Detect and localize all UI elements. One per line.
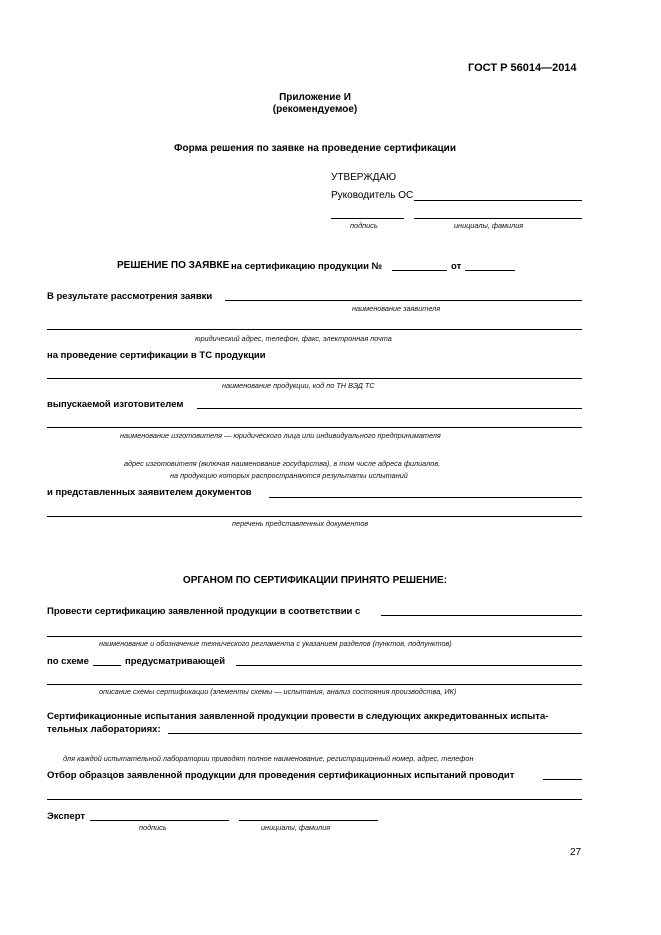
expert-signature-caption: подпись — [139, 823, 167, 832]
scheme-line-2 — [47, 684, 582, 685]
product-line — [47, 378, 582, 379]
product-caption: наименование продукции, код по ТН ВЭД ТС — [222, 381, 375, 390]
decision-date-line — [465, 270, 515, 271]
head-name-line — [414, 200, 582, 201]
certification-label: на проведение сертификации в ТС продукции — [47, 350, 266, 361]
initials-caption: инициалы, фамилия — [454, 221, 524, 230]
expert-initials-line — [239, 820, 378, 821]
tests-line-1: Сертификационные испытания заявленной продукции провести в следующих аккредитованных испыта- — [47, 711, 549, 722]
manufacturer-address-caption-1: адрес изготовителя (включая наименование государства), в том числе адреса филиалов, — [124, 459, 441, 468]
manufacturer-label: выпускаемой изготовителем — [47, 399, 184, 410]
signature-line — [331, 218, 404, 219]
signature-caption: подпись — [350, 221, 378, 230]
form-title: Форма решения по заявке на проведение сертификации — [174, 143, 456, 154]
labs-caption: для каждой испытательной лаборатории приводят полное наименование, регистрационный номер, адрес, телефон — [63, 754, 474, 763]
review-label: В результате рассмотрения заявки — [47, 291, 213, 302]
regulation-line-2 — [47, 636, 582, 637]
labs-line — [168, 733, 582, 734]
appendix-subtitle: (рекомендуемое) — [272, 104, 358, 115]
documents-line — [269, 497, 582, 498]
sampling-line-2 — [47, 799, 582, 800]
scheme-prefix: по схеме — [47, 656, 89, 667]
expert-initials-caption: инициалы, фамилия — [261, 823, 331, 832]
conduct-label: Провести сертификацию заявленной продукции в соответствии с — [47, 606, 361, 617]
manufacturer-line — [197, 408, 582, 409]
head-label: Руководитель ОС — [331, 190, 414, 201]
decision-title-from: от — [451, 261, 462, 272]
applicant-caption: наименование заявителя — [352, 304, 441, 313]
tests-line-2: тельных лабораториях: — [47, 724, 161, 735]
decision-title-prefix: РЕШЕНИЕ ПО ЗАЯВКЕ — [117, 260, 230, 271]
manufacturer-caption: наименование изготовителя — юридического лица или индивидуального предпринимателя — [120, 431, 441, 440]
expert-label: Эксперт — [47, 811, 86, 822]
standard-number: ГОСТ Р 56014—2014 — [468, 62, 577, 74]
initials-line — [414, 218, 582, 219]
applicant-address-line — [47, 329, 582, 330]
decision-number-line — [392, 270, 447, 271]
sampling-line — [543, 779, 582, 780]
regulation-line — [381, 615, 582, 616]
approve-label: УТВЕРЖДАЮ — [331, 172, 397, 183]
scheme-suffix: предусматривающей — [125, 656, 226, 667]
decision-title-middle: на сертификацию продукции № — [231, 261, 383, 272]
documents-line-2 — [47, 516, 582, 517]
scheme-number-line — [93, 665, 121, 666]
sampling-label: Отбор образцов заявленной продукции для проведения сертификационных испытаний проводит — [47, 770, 515, 781]
regulation-caption: наименование и обозначение технического регламента с указанием разделов (пунктов, подпунктов) — [99, 639, 452, 648]
manufacturer-line-2 — [47, 427, 582, 428]
documents-caption: перечень представленных документов — [232, 519, 369, 528]
scheme-line — [236, 665, 582, 666]
decision-section-title: ОРГАНОМ ПО СЕРТИФИКАЦИИ ПРИНЯТО РЕШЕНИЕ: — [182, 575, 448, 586]
applicant-address-caption: юридический адрес, телефон, факс, электронная почта — [195, 334, 392, 343]
page-number: 27 — [570, 847, 582, 858]
applicant-line — [225, 300, 582, 301]
appendix-title: Приложение И — [279, 92, 351, 103]
expert-signature-line — [90, 820, 229, 821]
documents-label: и представленных заявителем документов — [47, 487, 252, 498]
manufacturer-address-caption-2: на продукцию которых распространяются результаты испытаний — [170, 471, 408, 480]
scheme-caption: описание схемы сертификации (элементы схемы — испытания, анализ состояния производства, ИК) — [99, 687, 457, 696]
